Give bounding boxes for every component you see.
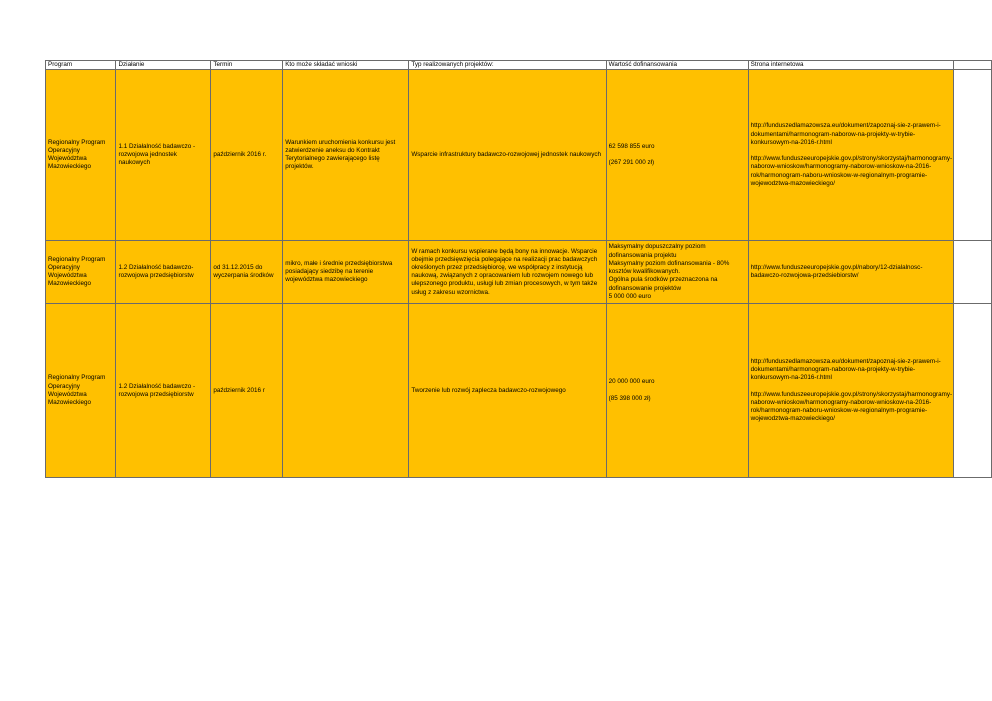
cell-kto [283, 304, 409, 478]
cell-termin: październik 2016 r [211, 304, 283, 478]
cell-wartosc: 20 000 000 euro (85 398 000 zł) [606, 304, 748, 478]
cell-strona: http://funduszedlamazowsza.eu/dokument/zapoznaj-sie-z-prawem-i-dokumentami/harmonogram-naborow-na-projekty-w-trybie-konkursowym-na-2016-r.html http://www.funduszeeuropejskie.gov.pl/strony/skorzystaj/harmonogramy-naborow-wnioskow/harmonogramy-naborow-wnioskow-na-2016-rok/harmonogram-naboru-wnioskow-w-regionalnym-programie-wojewodztwa-mazowieckiego/ [748, 70, 953, 241]
cell-typ: Tworzenie lub rozwój zaplecza badawczo-rozwojowego [409, 304, 606, 478]
funding-table [45, 60, 992, 478]
cell-termin: październik 2016 r. [211, 70, 283, 241]
cell-dzialanie: 1.2 Działalność badawczo-rozwojowa przedsiębiorstw [116, 241, 211, 304]
cell-kto: mikro, małe i średnie przedsiębiorstwa posiadający siedzibę na terenie województwa mazowieckiego [283, 241, 409, 304]
header-dzialanie: Działanie [116, 61, 211, 70]
cell-wartosc: Maksymalny dopuszczalny poziom dofinansowania projektu Maksymalny poziom dofinansowania - 80% kosztów kwalifikowanych. Ogólna pula środków przeznaczona na dofinansowanie projektów 5 000 000 euro [606, 241, 748, 304]
cell-strona: http://www.funduszeeuropejskie.gov.pl/nabory/12-dzialalnosc-badawczo-rozwojowa-przedsiebiorstw/ [748, 241, 953, 304]
cell-extra [954, 241, 992, 304]
header-program: Program [46, 61, 116, 70]
cell-termin: od 31.12.2015 do wyczerpania środków [211, 241, 283, 304]
header-typ: Typ realizowanych projektów: [409, 61, 606, 70]
cell-extra [954, 70, 992, 241]
cell-program: Regionalny Program Operacyjny Województwa Mazowieckiego [46, 304, 116, 478]
cell-program: Regionalny Program Operacyjny Województwa Mazowieckiego [46, 241, 116, 304]
cell-program: Regionalny Program Operacyjny Województwa Mazowieckiego [46, 70, 116, 241]
header-termin: Termin [211, 61, 283, 70]
table-row [46, 70, 992, 241]
cell-typ: Wsparcie infrastruktury badawczo-rozwojowej jednostek naukowych [409, 70, 606, 241]
cell-dzialanie: 1.1 Działalność badawczo - rozwojowa jednostek naukowych [116, 70, 211, 241]
cell-extra [954, 304, 992, 478]
header-extra [954, 61, 992, 70]
header-wartosc: Wartość dofinansowania [606, 61, 748, 70]
table-header-row [46, 61, 992, 70]
cell-typ: W ramach konkursu wspierane będą bony na innowacje. Wsparcie obejmie przedsięwzięcia polegające na realizacji prac badawczych określonych przez przedsiębiorcę, we współpracy z instytucją naukową, związanych z opracowaniem lub rozwojem nowego lub ulepszonego produktu, usługi lub zmian procesowych, w tym także usług z zakresu wzornictwa. [409, 241, 606, 304]
header-kto: Kto może składać wnioski [283, 61, 409, 70]
cell-wartosc: 62 598 855 euro (267 291 000 zł) [606, 70, 748, 241]
table-row [46, 241, 992, 304]
header-strona: Strona internetowa [748, 61, 953, 70]
cell-dzialanie: 1.2 Działalność badawczo - rozwojowa przedsiębiorstw [116, 304, 211, 478]
table-row [46, 304, 992, 478]
cell-kto: Warunkiem uruchomienia konkursu jest zatwierdzenie aneksu do Kontrakt Terytorialnego zawierającego listę projektów. [283, 70, 409, 241]
cell-strona: http://funduszedlamazowsza.eu/dokument/zapoznaj-sie-z-prawem-i-dokumentami/harmonogram-naborow-na-projekty-w-trybie-konkursowym-na-2016-r.html http://www.funduszeeuropejskie.gov.pl/strony/skorzystaj/harmonogramy-naborow-wnioskow/harmonogramy-naborow-wnioskow-na-2016-rok/harmonogram-naboru-wnioskow-w-regionalnym-programie-wojewodztwa-mazowieckiego/ [748, 304, 953, 478]
